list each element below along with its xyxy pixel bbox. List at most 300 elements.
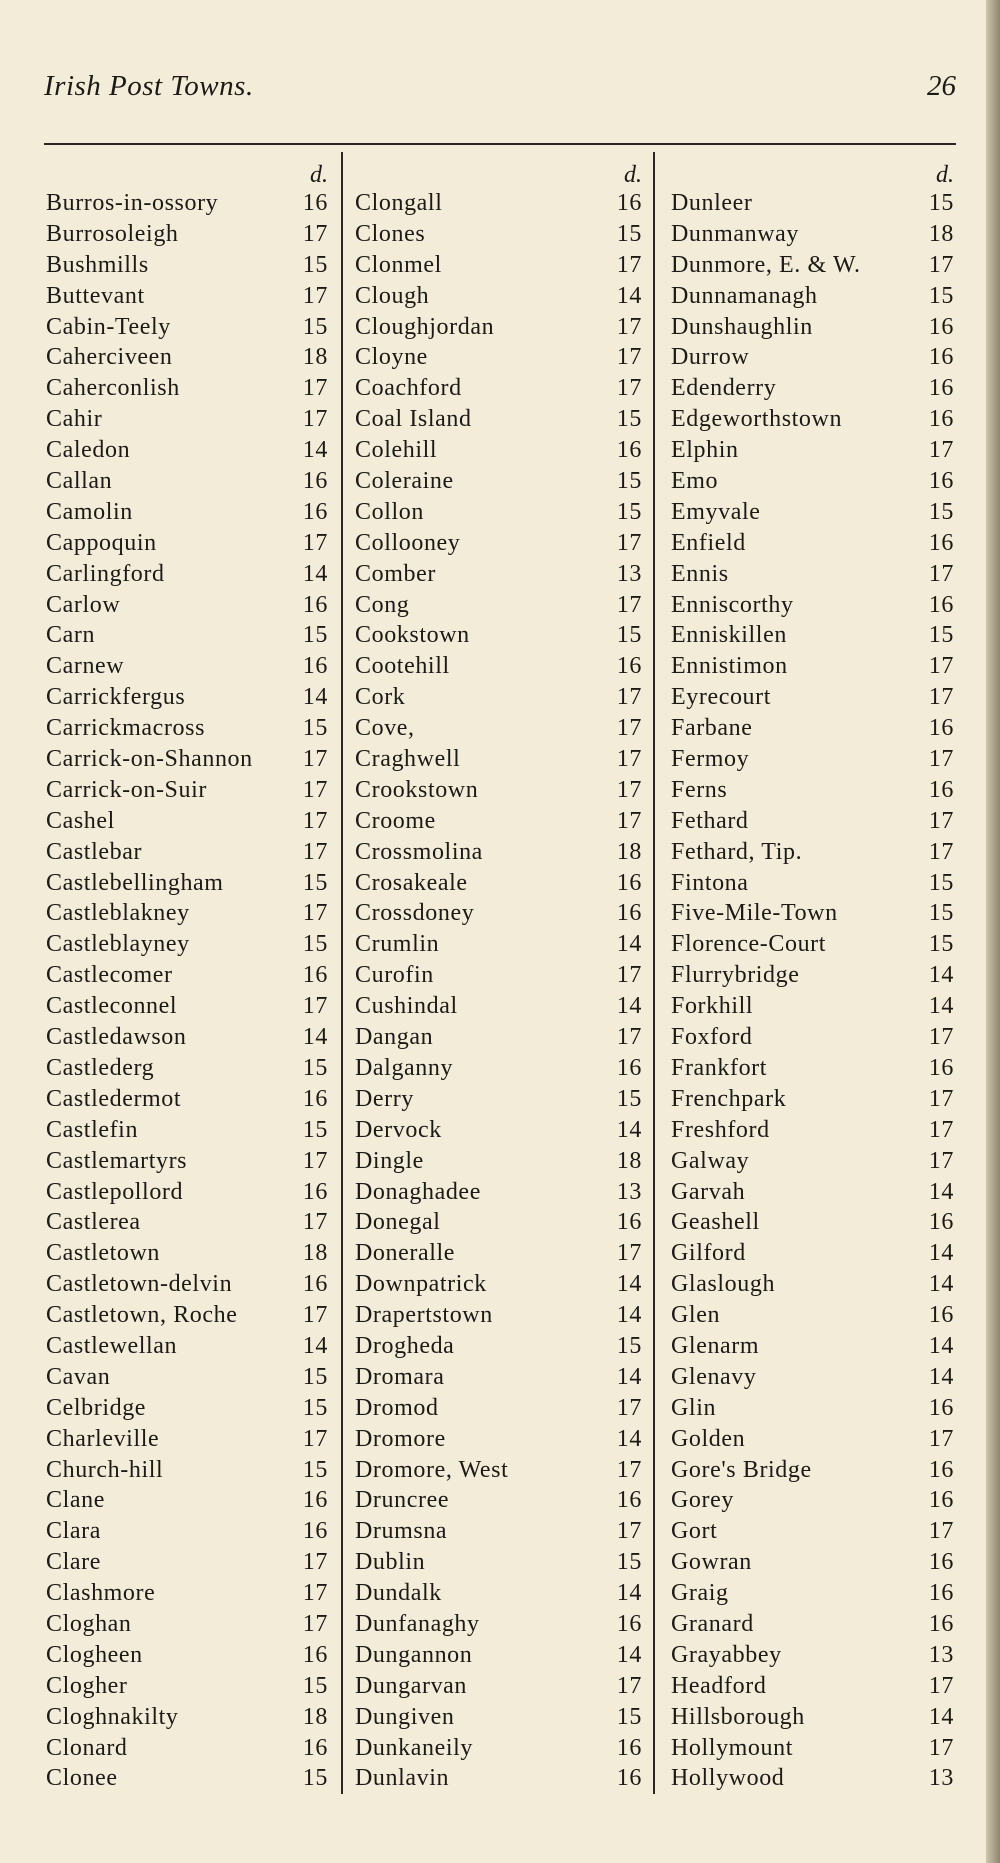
town-row [671,283,954,314]
town-name: Derry [355,1085,414,1112]
town-name: Dromod [355,1394,439,1421]
town-name: Cashel [46,807,115,834]
town-name: Cong [355,591,410,618]
town-name: Dunmanway [671,220,800,247]
postage-rate: 17 [616,1456,642,1483]
town-row [46,715,328,746]
town-column-2 [355,162,642,1796]
town-name: Garvah [671,1178,746,1205]
postage-rate: 16 [616,1054,642,1081]
page-edge [986,0,1000,1863]
postage-rate: 14 [302,1024,328,1051]
town-row [671,252,954,283]
town-row [46,344,328,375]
town-row [355,1209,642,1240]
town-name: Castlecomer [46,962,173,989]
postage-rate: 17 [302,1549,328,1576]
town-row [671,1642,954,1673]
town-row [355,592,642,623]
town-row [46,530,328,561]
town-name: Clogheen [46,1641,143,1668]
town-name: Clara [46,1518,101,1545]
postage-rate: 18 [616,838,642,865]
town-row [355,1457,642,1488]
town-name: Celbridge [46,1394,147,1421]
postage-rate: 17 [616,344,642,371]
town-row [355,1086,642,1117]
town-row [671,221,954,252]
postage-rate: 17 [302,529,328,556]
town-name: Cork [355,684,406,711]
postage-rate: 15 [616,498,642,525]
town-row [46,1148,328,1179]
town-row [355,1117,642,1148]
town-name: Glenavy [671,1363,757,1390]
postage-rate: 16 [616,653,642,680]
postage-rate: 17 [928,838,954,865]
town-name: Castlederg [46,1054,155,1081]
town-name: Clongall [355,190,443,216]
town-row [355,1518,642,1549]
town-name: Croome [355,807,436,834]
town-name: Downpatrick [355,1271,487,1298]
postage-rate: 17 [302,282,328,309]
town-row [355,344,642,375]
postage-rate: 15 [302,869,328,896]
postage-rate: 15 [302,622,328,649]
postage-rate: 16 [928,1487,954,1514]
town-name: Foxford [671,1024,753,1051]
town-name: Castletown, Roche [46,1302,238,1329]
town-name: Graig [671,1580,729,1607]
postage-rate: 15 [616,468,642,495]
postage-rate: 16 [616,1487,642,1514]
town-row [46,1364,328,1395]
town-row [46,1611,328,1642]
postage-rate: 17 [302,406,328,433]
town-row [355,1271,642,1302]
town-row [671,622,954,653]
postage-rate: 14 [616,993,642,1020]
postage-rate: 17 [302,220,328,247]
town-name: Durrow [671,344,750,371]
town-name: Castledawson [46,1024,187,1051]
postage-rate: 17 [302,746,328,773]
town-name: Headford [671,1672,767,1699]
town-name: Dunfanaghy [355,1610,480,1637]
town-row [671,1055,954,1086]
postage-rate: 14 [302,684,328,711]
postage-rate: 17 [616,1394,642,1421]
town-name: Flurrybridge [671,962,800,989]
postage-rate: 17 [302,993,328,1020]
postage-rate: 15 [302,1456,328,1483]
postage-rate: 15 [302,931,328,958]
postage-rate: 17 [928,1116,954,1143]
postage-rate: 17 [928,437,954,464]
town-row [355,808,642,839]
town-name: Clashmore [46,1580,156,1607]
town-name: Clane [46,1487,105,1514]
town-name: Drapertstown [355,1302,493,1329]
town-row [46,1765,328,1796]
town-row [671,1209,954,1240]
town-row [355,499,642,530]
town-name: Dromore [355,1425,446,1452]
town-row [46,1024,328,1055]
postage-rate: 17 [302,900,328,927]
postage-rate: 18 [302,1703,328,1730]
postage-rate: 16 [928,1610,954,1637]
town-name: Galway [671,1147,750,1174]
town-name: Cloughjordan [355,313,495,340]
town-name: Carrickfergus [46,684,186,711]
town-name: Cavan [46,1363,111,1390]
town-row [46,1117,328,1148]
town-row [671,1302,954,1333]
town-row [671,1179,954,1210]
town-name: Fethard [671,807,749,834]
town-row [671,406,954,437]
town-row [671,1148,954,1179]
town-name: Colehill [355,437,438,464]
town-row [671,1611,954,1642]
town-name: Florence-Court [671,931,827,958]
town-name: Cushindal [355,993,458,1020]
postage-rate: 16 [928,344,954,371]
postage-rate: 15 [302,1116,328,1143]
town-name: Dungarvan [355,1672,468,1699]
postage-rate: 17 [928,1518,954,1545]
postage-rate: 18 [302,344,328,371]
postage-rate: 15 [928,931,954,958]
town-row [671,1765,954,1796]
town-row [46,1333,328,1364]
town-name: Geashell [671,1209,760,1236]
town-name: Frenchpark [671,1085,787,1112]
town-column-1 [46,162,328,1796]
town-row [46,746,328,777]
town-name: Dangan [355,1024,434,1051]
town-name: Castlewellan [46,1332,178,1359]
town-name: Carn [46,622,96,649]
town-row [671,592,954,623]
town-name: Carlow [46,591,121,618]
town-name: Buttevant [46,282,145,309]
town-row [355,715,642,746]
town-row [671,777,954,808]
town-name: Castlebellingham [46,869,224,896]
postage-rate: 16 [616,1209,642,1236]
postage-rate: 16 [928,1054,954,1081]
town-name: Crookstown [355,776,479,803]
postage-rate: 16 [302,1734,328,1761]
town-row [671,1487,954,1518]
town-row [671,375,954,406]
town-row [671,746,954,777]
town-name: Carrick-on-Shannon [46,746,253,773]
postage-rate: 15 [616,1703,642,1730]
postage-rate: 16 [928,776,954,803]
postage-rate: 17 [302,1209,328,1236]
postage-rate: 15 [302,1394,328,1421]
postage-rate: 17 [302,838,328,865]
town-row [355,1487,642,1518]
postage-rate: 16 [928,1456,954,1483]
postage-rate: 16 [302,1271,328,1298]
postage-rate: 15 [302,251,328,278]
town-row [46,808,328,839]
town-name: Gore's Bridge [671,1456,812,1483]
town-name: Castleblayney [46,931,190,958]
town-row [46,931,328,962]
postage-rate: 17 [302,1580,328,1607]
postage-rate: 14 [928,1178,954,1205]
town-name: Dunshaughlin [671,313,813,340]
postage-rate: 13 [616,560,642,587]
town-name: Elphin [671,437,739,464]
town-row [46,1704,328,1735]
town-row [355,252,642,283]
town-row [46,1642,328,1673]
postage-rate: 17 [928,746,954,773]
town-row [671,993,954,1024]
town-name: Crossdoney [355,900,475,927]
postage-rate: 17 [616,807,642,834]
town-row [671,468,954,499]
postage-rate: 16 [928,1302,954,1329]
town-row [46,561,328,592]
town-row [671,1086,954,1117]
town-name: Dunlavin [355,1765,450,1792]
town-row [46,499,328,530]
town-row [355,1765,642,1796]
town-row [671,561,954,592]
postage-rate: 17 [616,313,642,340]
town-row [46,777,328,808]
postage-rate: 15 [302,1765,328,1792]
town-name: Cookstown [355,622,470,649]
postage-rate: 17 [928,807,954,834]
town-row [46,1240,328,1271]
town-row [46,993,328,1024]
town-name: Castletown [46,1240,160,1267]
town-row [46,1179,328,1210]
town-row [355,1333,642,1364]
postage-rate: 14 [928,1240,954,1267]
postage-rate: 17 [616,1024,642,1051]
town-row [355,1055,642,1086]
postage-rate: 16 [928,1580,954,1607]
postage-rate: 14 [302,560,328,587]
town-row [671,839,954,870]
postage-rate: 16 [302,190,328,216]
town-name: Dervock [355,1116,442,1143]
town-name: Golden [671,1425,746,1452]
postage-rate: 16 [302,468,328,495]
postage-rate: 17 [928,1734,954,1761]
town-name: Farbane [671,715,753,742]
town-name: Dunleer [671,190,753,216]
postage-rate: 18 [928,220,954,247]
postage-rate: 15 [302,313,328,340]
town-row [671,962,954,993]
town-name: Camolin [46,498,133,525]
postage-rate: 16 [616,1610,642,1637]
town-name: Donegal [355,1209,441,1236]
postage-rate: 17 [616,375,642,402]
town-name: Edgeworthstown [671,406,843,433]
postage-rate: 17 [302,776,328,803]
postage-rate: 17 [616,962,642,989]
postage-rate: 17 [928,1085,954,1112]
town-name: Fethard, Tip. [671,838,803,865]
town-name: Edenderry [671,375,777,402]
town-name: Fintona [671,869,749,896]
column-divider [341,152,343,1794]
town-row [355,283,642,314]
postage-rate: 14 [928,962,954,989]
town-name: Doneralle [355,1240,456,1267]
postage-rate: 15 [302,715,328,742]
town-name: Carlingford [46,560,165,587]
town-name: Drogheda [355,1332,455,1359]
postage-rate: 17 [616,591,642,618]
town-row [46,962,328,993]
town-column-3 [671,162,954,1796]
town-name: Carnew [46,653,125,680]
postage-rate: 17 [302,1425,328,1452]
town-name: Dromore, West [355,1456,509,1483]
town-row [355,684,642,715]
town-name: Cahir [46,406,103,433]
postage-rate: 17 [616,1240,642,1267]
postage-rate: 16 [302,1641,328,1668]
town-row [46,684,328,715]
town-row [46,375,328,406]
postage-rate: 17 [928,560,954,587]
town-name: Dunnamanagh [671,282,818,309]
postage-rate: 17 [928,1672,954,1699]
page-number: 26 [927,70,956,102]
postage-rate: 17 [616,746,642,773]
town-name: Dundalk [355,1580,442,1607]
town-name: Ennis [671,560,729,587]
postage-rate: 14 [616,1271,642,1298]
town-name: Frankfort [671,1054,768,1081]
town-row [355,653,642,684]
postage-rate: 18 [616,1147,642,1174]
town-name: Castlemartyrs [46,1147,188,1174]
postage-rate: 15 [616,622,642,649]
town-row [355,437,642,468]
postage-rate: 13 [928,1641,954,1668]
town-row [355,746,642,777]
town-row [355,622,642,653]
town-row [671,1117,954,1148]
town-name: Dublin [355,1549,426,1576]
town-name: Dalganny [355,1054,454,1081]
town-row [671,1271,954,1302]
town-row [671,1333,954,1364]
postage-rate: 14 [616,1363,642,1390]
town-row [355,375,642,406]
town-name: Grayabbey [671,1641,782,1668]
town-row [46,900,328,931]
postage-rate: 16 [616,1734,642,1761]
postage-rate: 17 [616,684,642,711]
postage-rate: 17 [302,375,328,402]
town-name: Gilford [671,1240,746,1267]
town-name: Callan [46,468,113,495]
page-header [44,70,956,112]
town-row [671,314,954,345]
town-name: Coachford [355,375,462,402]
postage-rate: 14 [928,1703,954,1730]
town-name: Clogher [46,1672,128,1699]
unit-heading: d. [624,162,642,188]
town-row [671,653,954,684]
town-name: Bushmills [46,251,149,278]
town-row [671,931,954,962]
postage-rate: 16 [928,529,954,556]
town-name: Castlerea [46,1209,141,1236]
postage-rate: 17 [616,776,642,803]
postage-rate: 17 [616,529,642,556]
postage-rate: 16 [302,1178,328,1205]
town-row [46,653,328,684]
town-row [355,1426,642,1457]
town-name: Drumsna [355,1518,448,1545]
town-row [46,252,328,283]
postage-rate: 17 [928,653,954,680]
town-row [671,684,954,715]
town-name: Enniscorthy [671,591,794,618]
postage-rate: 17 [302,1147,328,1174]
town-row [46,1487,328,1518]
town-name: Donaghadee [355,1178,481,1205]
town-row [355,1240,642,1271]
town-name: Glin [671,1394,717,1421]
unit-heading: d. [936,162,954,188]
town-name: Dungannon [355,1641,473,1668]
town-name: Charleville [46,1425,160,1452]
town-row [46,1271,328,1302]
town-row [671,870,954,901]
town-row [46,1457,328,1488]
town-row [46,190,328,221]
postage-rate: 17 [928,1024,954,1051]
postage-rate: 15 [616,1549,642,1576]
town-name: Cloghnakilty [46,1703,179,1730]
town-name: Clough [355,282,430,309]
header-rule [44,143,956,145]
town-name: Clonard [46,1734,128,1761]
postage-rate: 17 [616,1518,642,1545]
postage-rate: 14 [616,931,642,958]
town-name: Freshford [671,1116,770,1143]
postage-rate: 15 [302,1672,328,1699]
town-row [355,221,642,252]
postage-rate: 16 [928,1209,954,1236]
town-row [355,1549,642,1580]
town-name: Collon [355,498,424,525]
postage-rate: 16 [928,715,954,742]
town-row [671,1395,954,1426]
town-name: Glen [671,1302,721,1329]
postage-rate: 17 [616,715,642,742]
town-row [46,1518,328,1549]
